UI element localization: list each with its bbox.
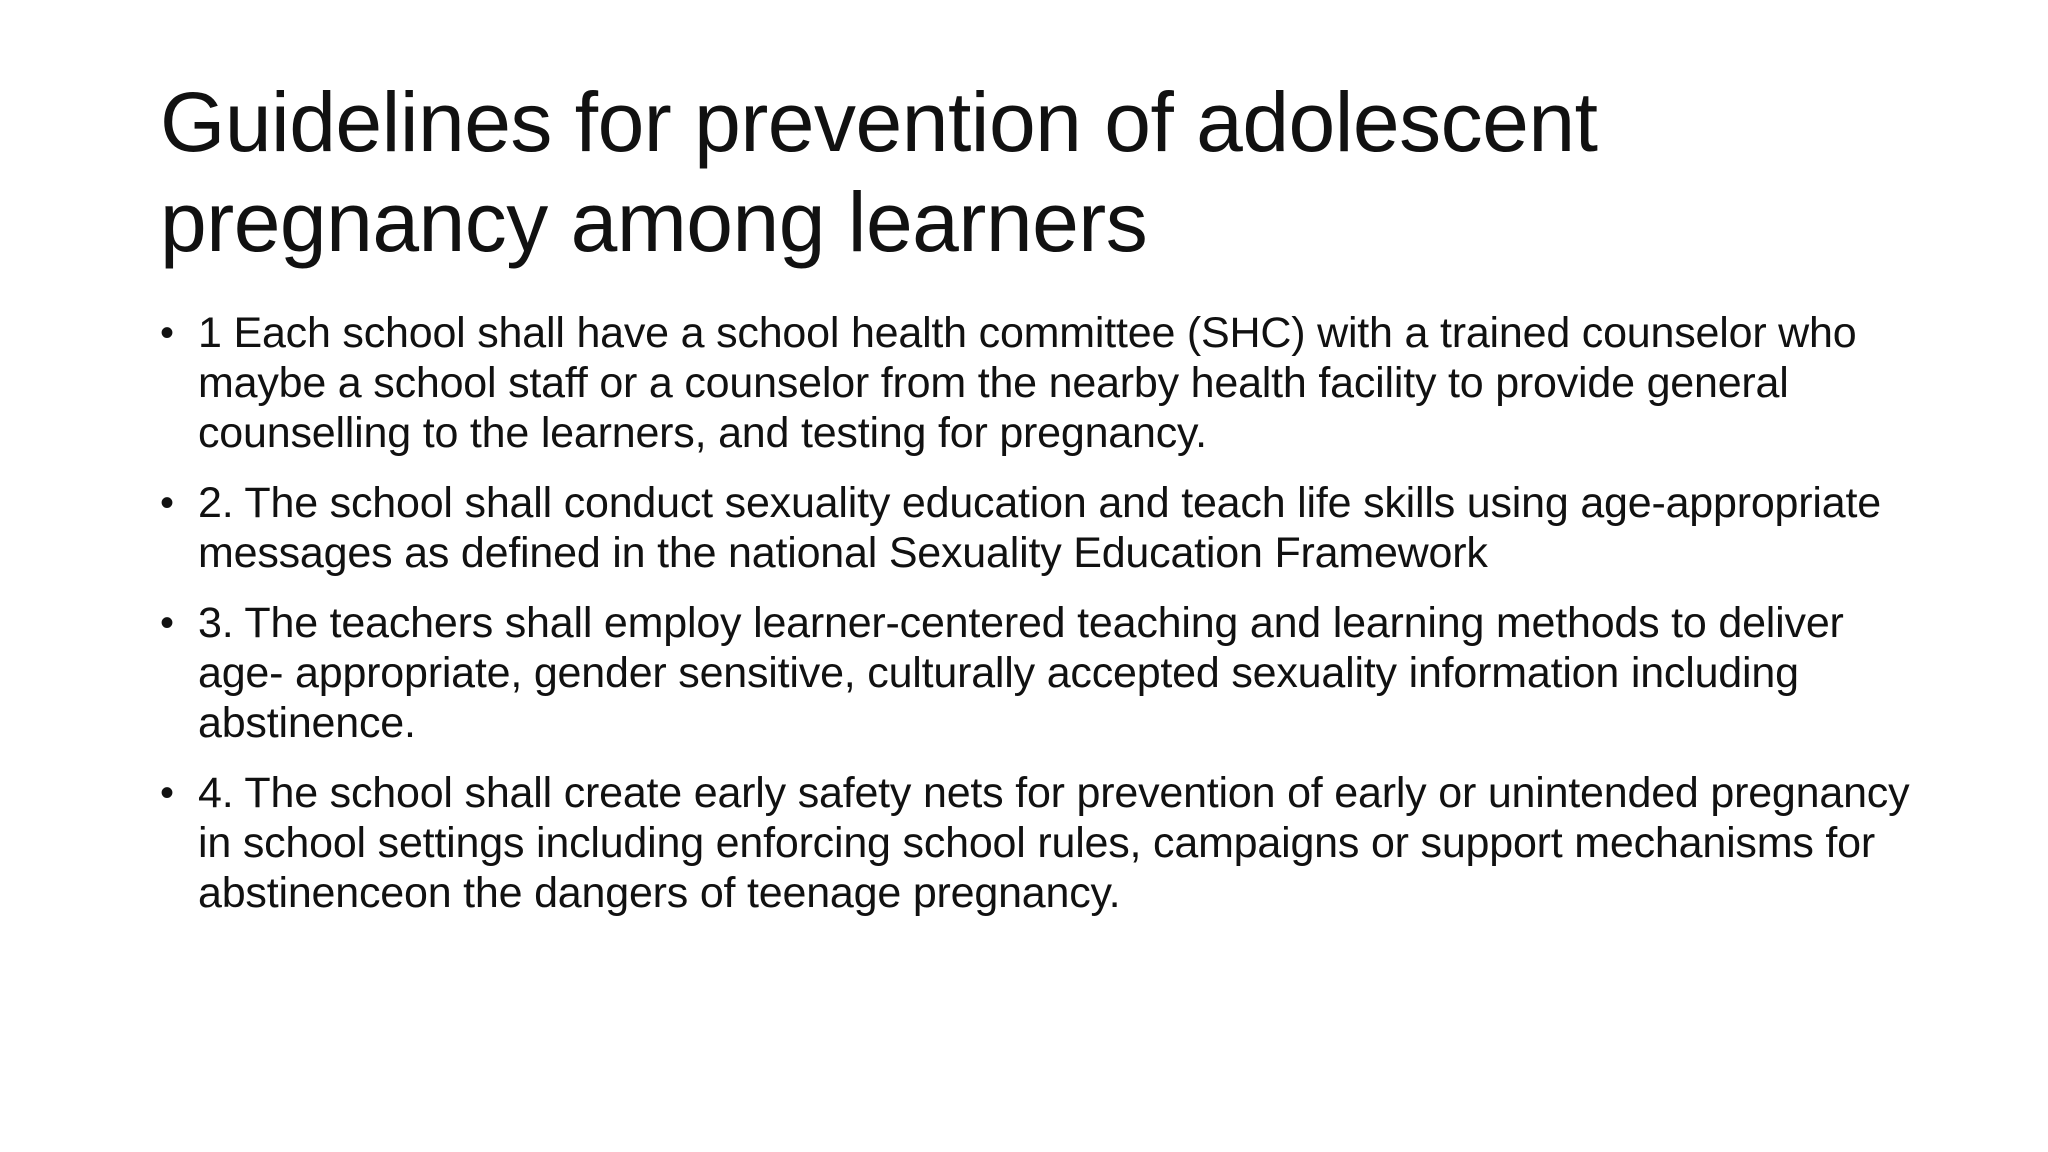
bullet-item [160,478,1940,578]
bullet-dot-icon: • [160,481,174,525]
bullet-dot-icon: • [160,311,174,355]
bullet-text: 1 Each school shall have a school health committee (SHC) with a trained counselor who maybe a school staff or a counselor from the nearby health facility to provide general counselling to the learners, and testing for pregnancy. [198,309,1857,457]
bullet-text: 4. The school shall create early safety nets for prevention of early or unintended pregnancy in school settings including enforcing school rules, campaigns or support mechanisms for abstinenceon the dangers of teenage pregnancy. [198,769,1910,917]
bullet-list [160,308,1940,938]
slide-title: Guidelines for prevention of adolescent pregnancy among learners [160,75,1598,269]
bullet-item [160,768,1940,918]
bullet-dot-icon: • [160,601,174,645]
bullet-text: 2. The school shall conduct sexuality education and teach life skills using age-appropriate messages as defined in the national Sexuality Education Framework [198,479,1881,577]
bullet-dot-icon: • [160,771,174,815]
bullet-item [160,308,1940,458]
bullet-item [160,598,1940,748]
bullet-text: 3. The teachers shall employ learner-centered teaching and learning methods to deliver age- appropriate, gender sensitive, culturally accepted sexuality information including abstinence. [198,599,1844,747]
